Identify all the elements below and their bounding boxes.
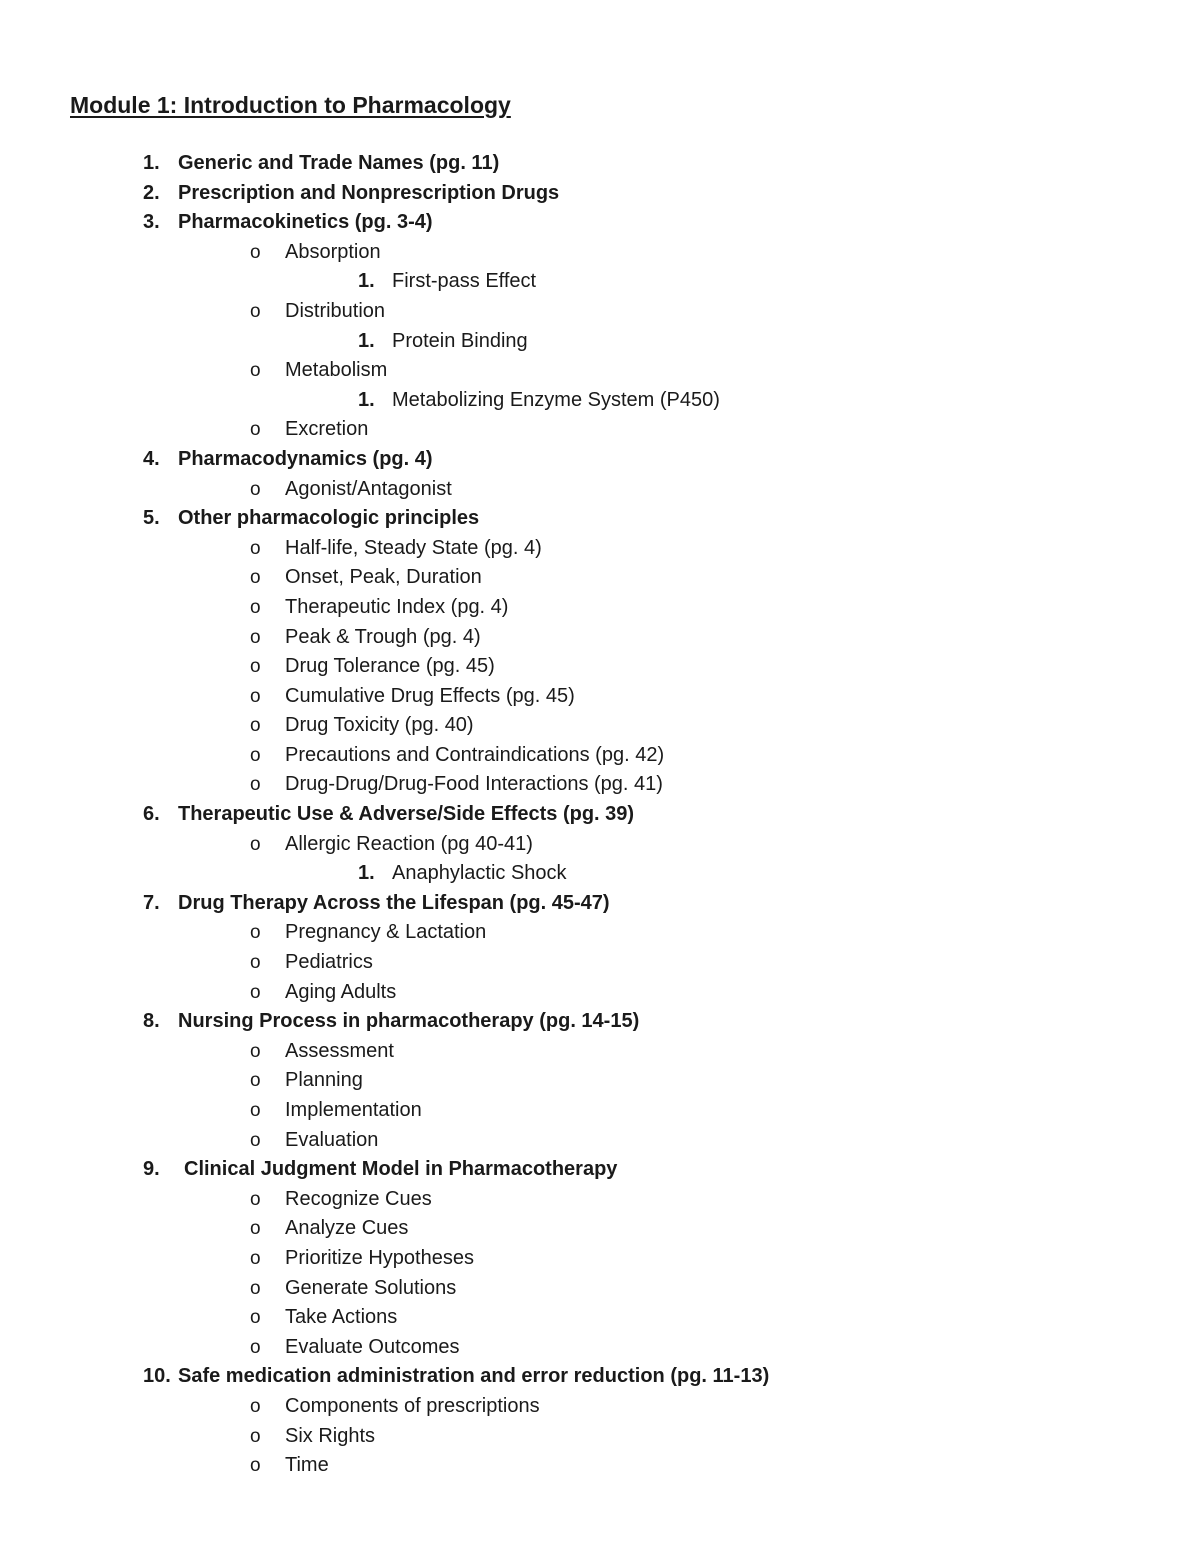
item-text: Allergic Reaction (pg 40-41) [285, 832, 533, 855]
subtopic-item [0, 563, 1200, 593]
number-marker: 8. [143, 1010, 160, 1033]
number-marker: 1. [358, 270, 375, 293]
number-marker: 1. [358, 862, 375, 885]
subtopic-item [0, 238, 1200, 268]
topic-item [0, 800, 1200, 830]
topic-item [0, 445, 1200, 475]
item-text: Pediatrics [285, 951, 373, 974]
number-marker: 7. [143, 891, 160, 914]
number-marker: 2. [143, 181, 160, 204]
item-text: Evaluation [285, 1128, 379, 1151]
item-text: Take Actions [285, 1306, 398, 1329]
item-text: Implementation [285, 1099, 422, 1121]
subtopic-item [0, 1422, 1200, 1452]
item-text: Time [285, 1454, 329, 1477]
bullet-marker: o [250, 833, 261, 855]
subtopic-item [0, 1037, 1200, 1067]
item-text: Drug Toxicity (pg. 40) [285, 714, 474, 737]
item-text: Recognize Cues [285, 1187, 432, 1210]
bullet-marker: o [250, 1277, 261, 1299]
item-text: Components of prescriptions [285, 1394, 540, 1417]
bullet-marker: o [250, 774, 261, 796]
bullet-marker: o [250, 952, 261, 974]
topic-item [0, 1007, 1200, 1037]
item-text: Generic and Trade Names (pg. 11) [178, 152, 500, 174]
bullet-marker: o [250, 1218, 261, 1240]
bullet-marker: o [250, 656, 261, 678]
item-text: Anaphylactic Shock [392, 862, 567, 885]
topic-item [0, 1155, 1200, 1185]
subtopic-item [0, 918, 1200, 948]
topic-item [0, 208, 1200, 238]
bullet-marker: o [250, 567, 261, 589]
item-text: Protein Binding [392, 329, 528, 352]
item-text: Generate Solutions [285, 1276, 457, 1299]
item-text: Metabolizing Enzyme System (P450) [392, 388, 720, 411]
outline-list [0, 149, 1200, 1481]
item-text: Analyze Cues [285, 1217, 409, 1240]
bullet-marker: o [250, 1455, 261, 1477]
subtopic-item [0, 830, 1200, 860]
item-text: Cumulative Drug Effects (pg. 45) [285, 684, 575, 707]
subtopic-item [0, 297, 1200, 327]
subtopic-item [0, 1274, 1200, 1304]
bullet-marker: o [250, 1395, 261, 1417]
number-marker: 1. [358, 329, 375, 352]
item-text: Agonist/Antagonist [285, 477, 452, 500]
bullet-marker: o [250, 241, 261, 263]
bullet-marker: o [250, 1100, 261, 1121]
bullet-marker: o [250, 685, 261, 707]
bullet-marker: o [250, 981, 261, 1003]
subtopic-item [0, 415, 1200, 445]
bullet-marker: o [250, 596, 261, 618]
bullet-marker: o [250, 537, 261, 559]
bullet-marker: o [250, 478, 261, 500]
detail-item [0, 327, 1200, 357]
topic-item [0, 504, 1200, 534]
subtopic-item [0, 475, 1200, 505]
item-text: Pharmacokinetics (pg. 3-4) [178, 211, 433, 234]
detail-item [0, 859, 1200, 889]
item-text: Precautions and Contraindications (pg. 42) [285, 743, 665, 766]
subtopic-item [0, 1392, 1200, 1422]
number-marker: 6. [143, 803, 160, 826]
item-text: Drug Tolerance (pg. 45) [285, 655, 495, 678]
subtopic-item [0, 1214, 1200, 1244]
item-text: Six Rights [285, 1424, 376, 1447]
item-text: Absorption [285, 240, 381, 263]
bullet-marker: o [250, 715, 261, 737]
subtopic-item [0, 978, 1200, 1008]
item-text: Assessment [285, 1039, 394, 1062]
item-text: Therapeutic Index (pg. 4) [285, 595, 509, 618]
bullet-marker: o [250, 419, 261, 441]
item-text: Half-life, Steady State (pg. 4) [285, 536, 542, 559]
number-marker: 10. [143, 1365, 171, 1388]
number-marker: 9. [143, 1158, 160, 1181]
item-text: Metabolism [285, 359, 388, 382]
bullet-marker: o [250, 360, 261, 382]
bullet-marker: o [250, 1336, 261, 1358]
item-text: Drug-Drug/Drug-Food Interactions (pg. 41) [285, 773, 663, 796]
subtopic-item [0, 711, 1200, 741]
subtopic-item [0, 1096, 1200, 1126]
number-marker: 5. [143, 507, 160, 530]
detail-item [0, 267, 1200, 297]
subtopic-item [0, 593, 1200, 623]
subtopic-item [0, 1303, 1200, 1333]
topic-item [0, 889, 1200, 919]
item-text: Other pharmacologic principles [178, 507, 480, 530]
subtopic-item [0, 741, 1200, 771]
subtopic-item [0, 948, 1200, 978]
number-marker: 4. [143, 447, 160, 470]
subtopic-item [0, 356, 1200, 386]
item-text: Nursing Process in pharmacotherapy (pg. 14-15) [178, 1010, 640, 1033]
bullet-marker: o [250, 1129, 261, 1151]
item-text: Aging Adults [285, 980, 397, 1003]
subtopic-item [0, 1185, 1200, 1215]
bullet-marker: o [250, 744, 261, 766]
page-title: Module 1: Introduction to Pharmacology [70, 92, 511, 118]
number-marker: 3. [143, 211, 160, 234]
subtopic-item [0, 652, 1200, 682]
item-text: Peak & Trough (pg. 4) [285, 625, 481, 648]
item-text: Safe medication administration and error reduction (pg. 11-13) [178, 1365, 770, 1388]
subtopic-item [0, 623, 1200, 653]
item-text: Planning [285, 1069, 363, 1092]
subtopic-item [0, 1126, 1200, 1156]
number-marker: 1. [143, 152, 160, 174]
detail-item [0, 386, 1200, 416]
item-text: Pharmacodynamics (pg. 4) [178, 447, 433, 470]
subtopic-item [0, 1333, 1200, 1363]
topic-item [0, 179, 1200, 209]
item-text: First-pass Effect [392, 270, 537, 293]
bullet-marker: o [250, 1040, 261, 1062]
item-text: Prioritize Hypotheses [285, 1246, 474, 1269]
item-text: Onset, Peak, Duration [285, 566, 482, 589]
item-text: Clinical Judgment Model in Pharmacotherapy [184, 1158, 618, 1181]
item-text: Drug Therapy Across the Lifespan (pg. 45-47) [178, 891, 610, 914]
item-text: Pregnancy & Lactation [285, 921, 487, 944]
subtopic-item [0, 770, 1200, 800]
bullet-marker: o [250, 1247, 261, 1269]
subtopic-item [0, 1451, 1200, 1481]
subtopic-item [0, 534, 1200, 564]
subtopic-item [0, 682, 1200, 712]
topic-item [0, 149, 1200, 179]
item-text: Prescription and Nonprescription Drugs [178, 181, 560, 204]
subtopic-item [0, 1244, 1200, 1274]
topic-item [0, 1362, 1200, 1392]
item-text: Evaluate Outcomes [285, 1335, 460, 1358]
number-marker: 1. [358, 388, 375, 411]
bullet-marker: o [250, 1188, 261, 1210]
subtopic-item [0, 1066, 1200, 1096]
item-text: Therapeutic Use & Adverse/Side Effects (pg. 39) [178, 803, 635, 826]
bullet-marker: o [250, 300, 261, 322]
bullet-marker: o [250, 1425, 261, 1447]
bullet-marker: o [250, 1307, 261, 1329]
item-text: Distribution [285, 299, 386, 322]
bullet-marker: o [250, 1070, 261, 1092]
bullet-marker: o [250, 922, 261, 944]
bullet-marker: o [250, 626, 261, 648]
item-text: Excretion [285, 418, 369, 441]
